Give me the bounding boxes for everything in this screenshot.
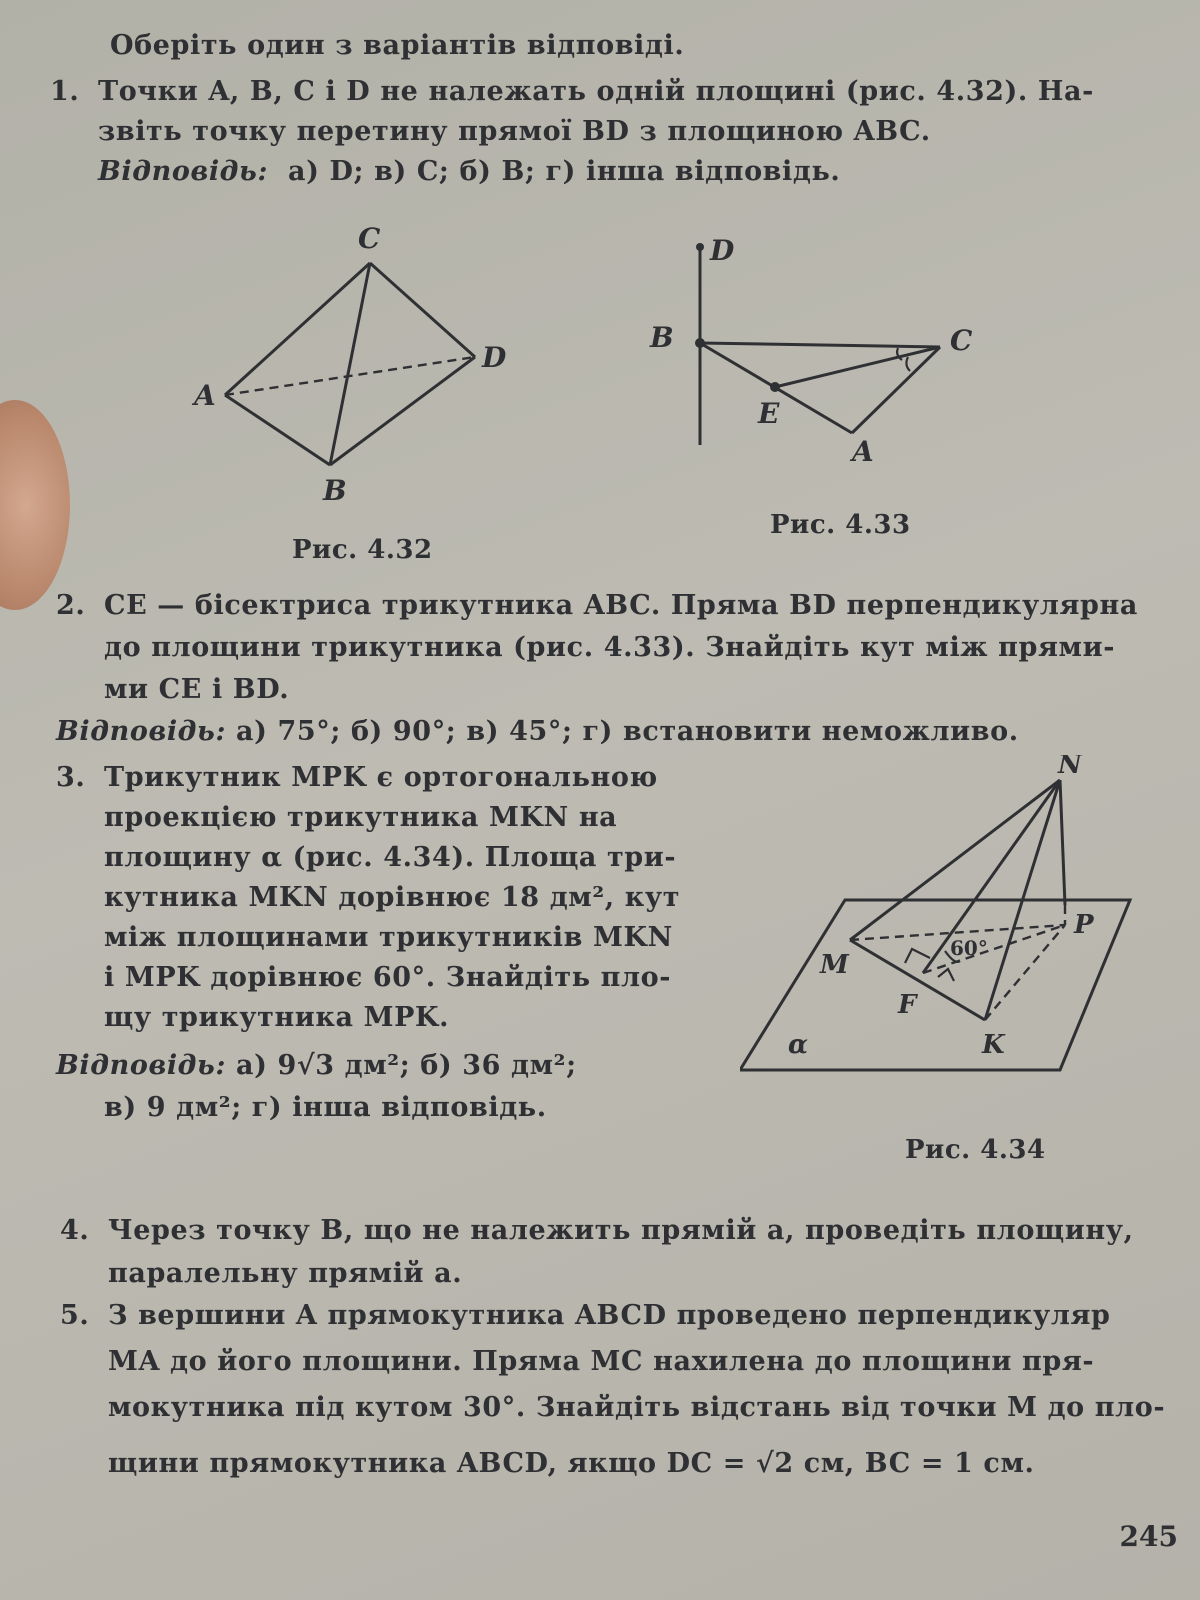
question-2-answer: Відповідь: а) 75°; б) 90°; в) 45°; г) встановити неможливо. xyxy=(56,716,1019,747)
point-e xyxy=(770,382,780,392)
label-alpha: α xyxy=(788,1030,809,1060)
question-3-line-7: щу трикутника MPK. xyxy=(104,1002,450,1033)
label-b: B xyxy=(650,321,674,354)
answer-label: Відповідь: xyxy=(56,1050,227,1081)
height-nf xyxy=(923,780,1060,973)
side-ca xyxy=(852,347,940,433)
figure-4-32-caption: Рис. 4.32 xyxy=(292,535,433,565)
figure-4-34 xyxy=(740,755,1180,1095)
question-3-answer-line-2: в) 9 дм²; г) інша відповідь. xyxy=(104,1092,547,1123)
question-2-line-1: 2. CE — бісектриса трикутника ABC. Пряма BD перпендикулярна xyxy=(56,590,1138,621)
label-d: D xyxy=(710,234,735,267)
label-e: E xyxy=(758,397,780,430)
label-m: M xyxy=(820,950,849,980)
question-4-number: 4. xyxy=(60,1215,90,1246)
question-2-line-3: ми CE і BD. xyxy=(104,674,290,705)
question-3-line-2: проекцією трикутника MKN на xyxy=(104,802,618,833)
question-3-line-1: 3. Трикутник MPK є ортогональною xyxy=(56,762,658,793)
question-5-line-2: MA до його площини. Пряма MC нахилена до площини пря- xyxy=(108,1346,1095,1377)
question-3-answer-line-1: Відповідь: а) 9√3 дм²; б) 36 дм²; xyxy=(56,1050,577,1081)
question-3-line-4: кутника MKN дорівнює 18 дм², кут xyxy=(104,882,681,913)
right-angle-mark-2 xyxy=(938,969,954,981)
question-2-number: 2. xyxy=(56,590,86,621)
bisector-ce xyxy=(775,347,940,387)
angle-mark-2 xyxy=(906,357,910,371)
question-3-number: 3. xyxy=(56,762,86,793)
answer-label: Відповідь: xyxy=(56,716,227,747)
label-b: B xyxy=(323,474,347,507)
question-5-line-1: 5. З вершини A прямокутника ABCD проведено перпендикуляр xyxy=(60,1300,1111,1331)
label-a: A xyxy=(194,379,216,412)
question-1-number: 1. xyxy=(50,76,80,107)
question-4-line-2: паралельну прямій a. xyxy=(108,1258,463,1289)
page-number: 245 xyxy=(1119,1520,1178,1553)
label-angle-60: 60° xyxy=(950,936,988,960)
edge-db xyxy=(330,357,475,465)
point-d xyxy=(696,243,704,251)
question-4-line-1: 4. Через точку B, що не належить прямій a, проведіть площину, xyxy=(60,1215,1134,1246)
edge-nm xyxy=(850,780,1060,940)
label-d: D xyxy=(482,341,507,374)
question-3-line-3: площину α (рис. 4.34). Площа три- xyxy=(104,842,677,873)
question-3-line-5: між площинами трикутників MKN xyxy=(104,922,673,953)
question-5-line-4: щини прямокутника ABCD, якщо DC = √2 см, BC = 1 см. xyxy=(108,1448,1035,1479)
figure-4-32 xyxy=(180,215,540,515)
question-3-line-6: і MPK дорівнює 60°. Знайдіть пло- xyxy=(104,962,672,993)
question-1-answer: Відповідь: а) D; в) C; б) B; г) інша відповідь. xyxy=(98,156,841,187)
label-c: C xyxy=(950,324,973,357)
label-f: F xyxy=(898,990,917,1020)
label-a: A xyxy=(852,435,874,468)
label-p: P xyxy=(1074,910,1094,940)
figure-4-33-caption: Рис. 4.33 xyxy=(770,510,911,540)
question-5-line-3: мокутника під кутом 30°. Знайдіть відстань від точки M до пло- xyxy=(108,1392,1166,1423)
right-angle-mark-1 xyxy=(905,949,930,963)
question-1-line-1: 1. Точки A, B, C і D не належать одній площині (рис. 4.32). На- xyxy=(50,76,1094,107)
side-bc xyxy=(700,343,940,347)
edge-np-upper xyxy=(1060,780,1065,905)
edge-ab xyxy=(225,395,330,465)
question-1-line-2: звіть точку перетину прямої BD з площиною ABC. xyxy=(98,116,931,147)
instruction-text: Оберіть один з варіантів відповіді. xyxy=(110,30,685,61)
label-n: N xyxy=(1058,755,1082,780)
figure-4-33 xyxy=(640,225,1000,495)
edge-cd xyxy=(370,263,475,357)
label-c: C xyxy=(358,222,381,255)
figure-4-34-caption: Рис. 4.34 xyxy=(905,1135,1046,1165)
question-5-number: 5. xyxy=(60,1300,90,1331)
label-k: K xyxy=(982,1030,1005,1060)
answer-label: Відповідь: xyxy=(98,156,269,187)
question-2-line-2: до площини трикутника (рис. 4.33). Знайдіть кут між прями- xyxy=(104,632,1116,663)
